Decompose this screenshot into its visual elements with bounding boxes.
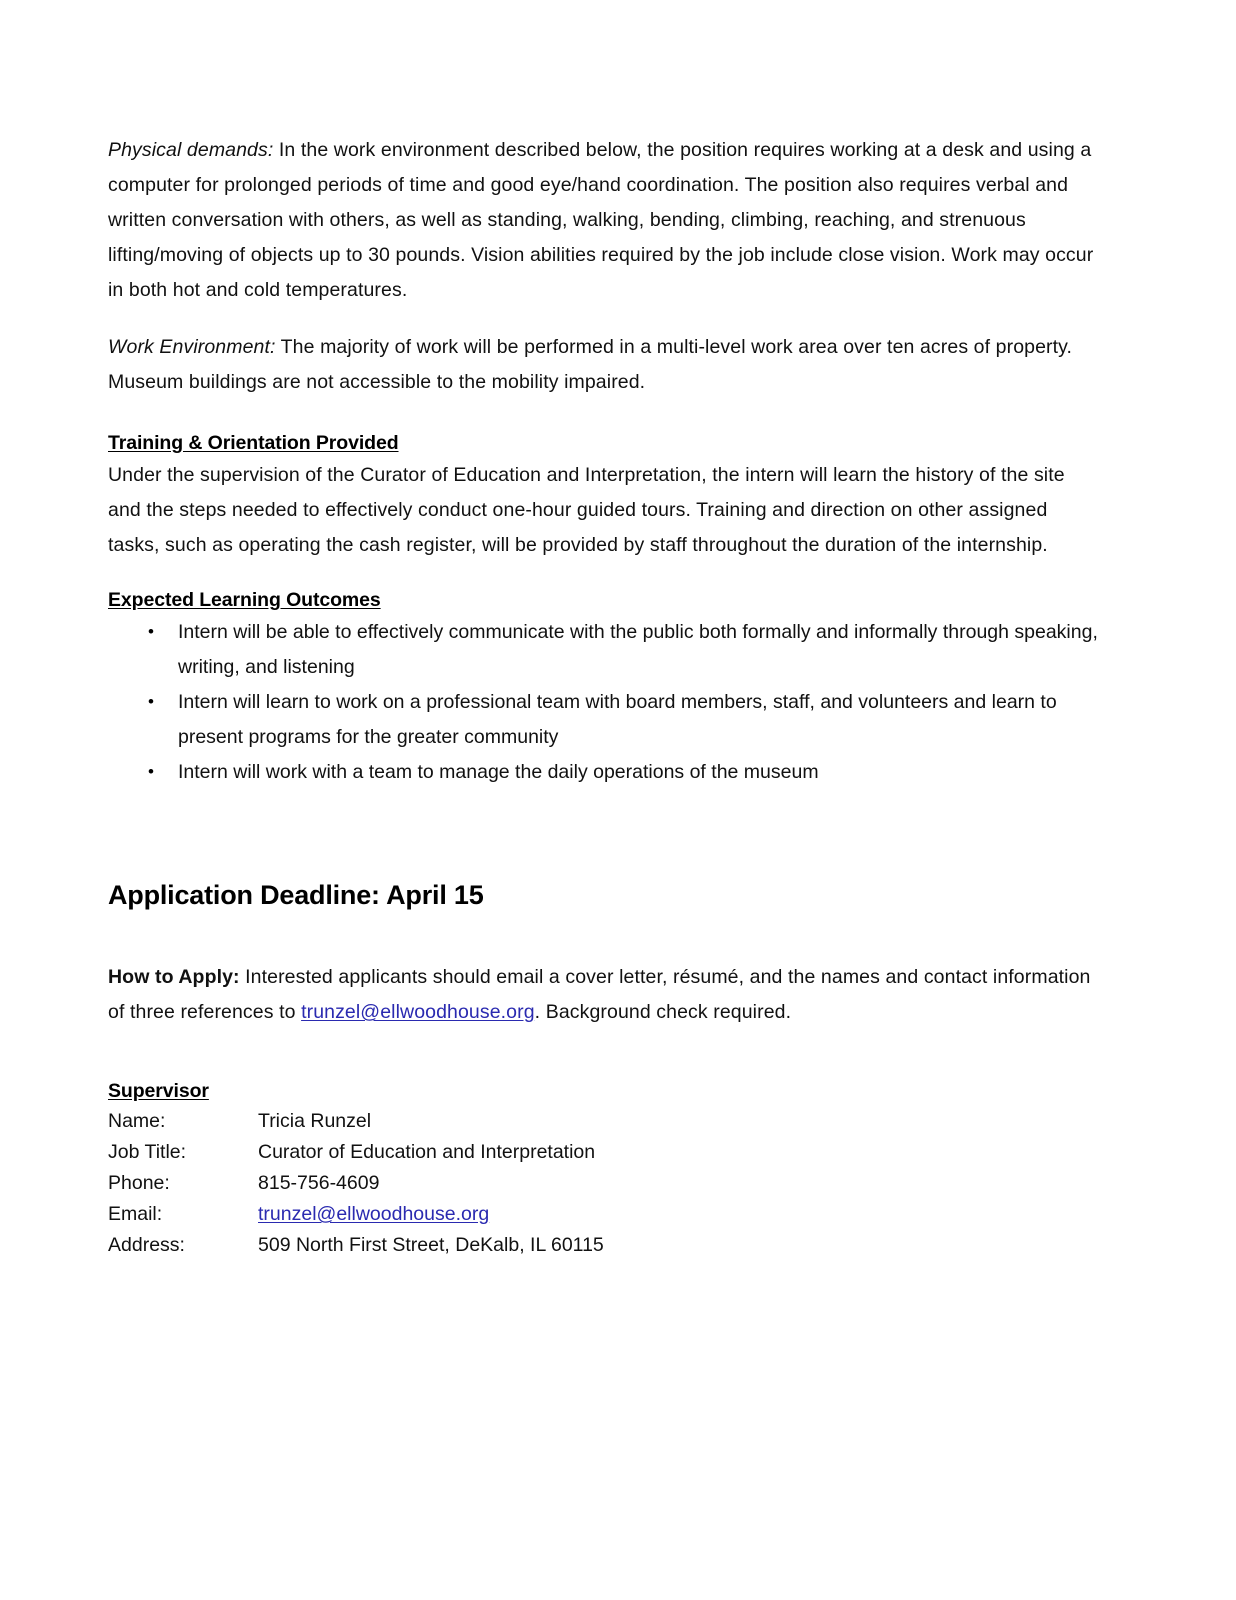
- supervisor-email-label: Email:: [108, 1203, 163, 1225]
- list-item: • Intern will learn to work on a professional team with board members, staff, and volunteers and learn to present programs for the greater community: [108, 685, 1103, 755]
- supervisor-address-value: 509 North First Street, DeKalb, IL 60115: [258, 1234, 604, 1256]
- spacer: [108, 563, 1103, 585]
- table-row: [108, 1168, 604, 1199]
- supervisor-heading: Supervisor: [108, 1080, 209, 1102]
- how-to-apply-paragraph: [108, 960, 1103, 1030]
- how-to-apply-text-after-link: . Background check required.: [534, 1001, 792, 1023]
- supervisor-phone-value: 815-756-4609: [258, 1172, 380, 1194]
- spacer: [108, 790, 1103, 878]
- spacer: [108, 912, 1103, 960]
- spacer: [108, 400, 1103, 428]
- work-environment-label: Work Environment:: [108, 336, 276, 358]
- how-to-apply-text-before-link: Interested applicants should email a cover letter, résumé, and the names and contact information of three references to: [108, 966, 1091, 1023]
- list-item: • Intern will work with a team to manage the daily operations of the museum: [108, 755, 1103, 790]
- physical-demands-paragraph: [108, 133, 1103, 308]
- supervisor-phone-label: Phone:: [108, 1172, 170, 1194]
- expected-learning-outcomes-heading: Expected Learning Outcomes: [108, 589, 381, 611]
- application-deadline-heading: Application Deadline: April 15: [108, 880, 484, 910]
- list-item: • Intern will be able to effectively communicate with the public both formally and informally through speaking, writing, and listening: [108, 615, 1103, 685]
- table-row: [108, 1199, 604, 1230]
- work-environment-paragraph: [108, 330, 1103, 400]
- supervisor-email-value: [258, 1199, 604, 1230]
- training-paragraph: Under the supervision of the Curator of Education and Interpretation, the intern will learn the history of the site and the steps needed to effectively conduct one-hour guided tours. Training and direction on other assigned tasks, such as operating the cash register, will be provided by staff throughout the duration of the internship.: [108, 464, 1065, 556]
- supervisor-address-label: Address:: [108, 1234, 185, 1256]
- apply-email-link[interactable]: trunzel@ellwoodhouse.org: [301, 1001, 535, 1023]
- supervisor-email-link[interactable]: trunzel@ellwoodhouse.org: [258, 1203, 490, 1225]
- physical-demands-label: Physical demands:: [108, 139, 274, 161]
- document-content: [108, 133, 1103, 1261]
- supervisor-details-table: [108, 1106, 604, 1261]
- physical-demands-text: In the work environment described below, the position requires working at a desk and using a computer for prolonged periods of time and good eye/hand coordination. The position also requires verbal and written conversation with others, as well as standing, walking, bending, climbing, reaching, and strenuous lifting/moving of objects up to 30 pounds. Vision abilities required by the job include close vision. Work may occur in both hot and cold temperatures.: [108, 139, 1094, 301]
- table-row: [108, 1106, 604, 1137]
- table-row: [108, 1230, 604, 1261]
- supervisor-job-title-label: Job Title:: [108, 1141, 187, 1163]
- work-environment-text: The majority of work will be performed in a multi-level work area over ten acres of property. Museum buildings are not accessible to the mobility impaired.: [108, 336, 1073, 393]
- training-heading: Training & Orientation Provided: [108, 432, 399, 454]
- spacer: [108, 1030, 1103, 1076]
- spacer: [108, 308, 1103, 330]
- how-to-apply-label: How to Apply:: [108, 966, 240, 988]
- expected-learning-outcomes-list: [108, 615, 1103, 790]
- supervisor-job-title-value: Curator of Education and Interpretation: [258, 1141, 596, 1163]
- supervisor-name-value: Tricia Runzel: [258, 1110, 372, 1132]
- supervisor-name-label: Name:: [108, 1110, 166, 1132]
- table-row: [108, 1137, 604, 1168]
